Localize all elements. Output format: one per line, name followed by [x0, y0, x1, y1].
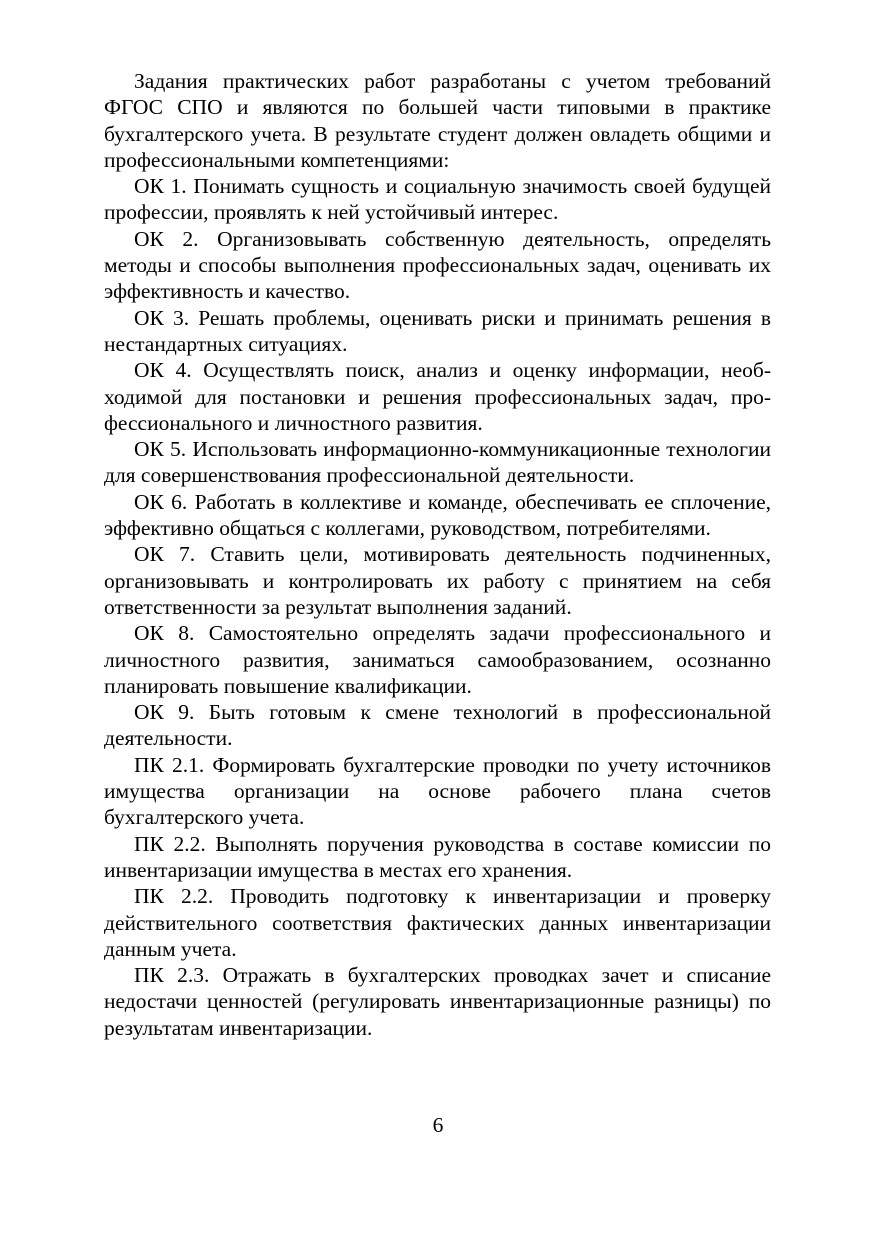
competency-ok-7: ОК 7. Ставить цели, мотивировать деятельность подчиненных, организовывать и контролировать их работу с принятием на себя ответственности за результат выполнения заданий.: [104, 542, 771, 619]
competency-ok-9: ОК 9. Быть готовым к смене технологий в профессиональной деятельности.: [104, 700, 771, 751]
page-number: 6: [432, 1113, 444, 1137]
competency-ok-1: ОК 1. Понимать сущность и социальную значимость своей будущей профессии, проявлять к ней устойчивый интерес.: [104, 174, 771, 225]
competency-ok-3: ОК 3. Решать проблемы, оценивать риски и принимать решения в нестандартных ситуациях.: [104, 305, 771, 356]
competency-pk-2-2-a: ПК 2.2. Выполнять поручения руководства в составе комиссии по инвентаризации имущества в местах его хранения.: [104, 831, 771, 882]
competency-ok-6: ОК 6. Работать в коллективе и команде, обеспечивать ее сплочение, эффективно общаться с коллегами, руководством, потребителями.: [104, 489, 771, 541]
competency-ok-2: ОК 2. Организовывать собственную деятельность, определять методы и способы выполнения профессиональных задач, оценивать их эффективность и качество.: [104, 226, 771, 304]
competency-ok-8: ОК 8. Самостоятельно определять задачи профессионального и личностного развития, заниматься самообразованием, осознанно планировать повышение квалификации.: [104, 621, 771, 698]
competency-ok-5: ОК 5. Использовать информационно-коммуникационные технологии для совершенствования профессиональной деятельности.: [104, 437, 771, 488]
competency-ok-4: ОК 4. Осуществлять поиск, анализ и оценку информации, необходимой для постановки и решения профессиональных задач, профессионального и личностного развития.: [104, 358, 771, 435]
intro-paragraph: Задания практических работ разработаны с учетом требований ФГОС СПО и являются по большей части типовыми в практике бухгалтерского учета. В результате студент должен овладеть общими и профессиональными компетенциями:: [104, 69, 771, 172]
competency-pk-2-3: ПК 2.3. Отражать в бухгалтерских проводках зачет и списание недостачи ценностей (регулировать инвентаризационные разницы) по результатам инвентаризации.: [104, 963, 771, 1040]
page-body-text: [104, 68, 771, 1041]
competency-pk-2-1: ПК 2.1. Формировать бухгалтерские проводки по учету источников имущества организации на основе рабочего плана счетов бухгалтерского учета.: [104, 752, 771, 830]
competency-pk-2-2-b: ПК 2.2. Проводить подготовку к инвентаризации и проверку действительного соответствия фактических данных инвентаризaции данным учета.: [104, 884, 771, 961]
